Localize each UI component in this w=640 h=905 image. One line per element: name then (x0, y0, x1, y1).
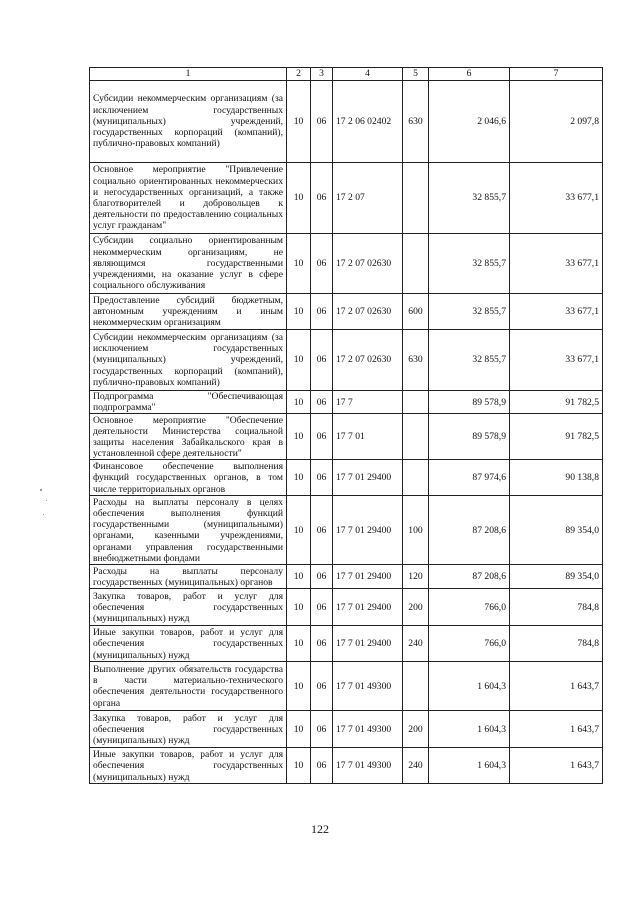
expense-type-cell: 630 (403, 330, 429, 391)
amount-year1-cell: 87 974,6 (429, 460, 510, 496)
target-article-cell: 17 7 01 29400 (333, 496, 403, 565)
amount-year1-cell: 32 855,7 (429, 163, 510, 234)
amount-year2-cell: 91 782,5 (510, 414, 603, 460)
amount-year2-cell: 91 782,5 (510, 391, 603, 414)
subsection-code-cell: 06 (311, 234, 333, 294)
subsection-code-cell: 06 (311, 163, 333, 234)
expense-type-cell: 120 (403, 565, 429, 589)
amount-year1-cell: 87 208,6 (429, 565, 510, 589)
subsection-code-cell: 06 (311, 81, 333, 163)
amount-year1-cell: 1 604,3 (429, 662, 510, 711)
row-name-cell: Финансовое обеспечение выполнения функций государственных органов, в том числе территориальных органов (90, 460, 287, 496)
section-code-cell: 10 (287, 626, 311, 662)
target-article-cell: 17 2 07 02630 (333, 294, 403, 330)
amount-year2-cell: 90 138,8 (510, 460, 603, 496)
subsection-code-cell: 06 (311, 496, 333, 565)
page-number: 122 (311, 822, 329, 836)
expense-type-cell: 240 (403, 748, 429, 784)
amount-year2-cell: 89 354,0 (510, 565, 603, 589)
column-header: 5 (403, 68, 429, 81)
table-row (90, 711, 603, 748)
amount-year2-cell: 784,8 (510, 589, 603, 626)
table-row (90, 662, 603, 711)
row-name-cell: Подпрограмма "Обеспечивающая подпрограмма" (90, 391, 287, 414)
target-article-cell: 17 7 01 29400 (333, 626, 403, 662)
expense-type-cell: 600 (403, 294, 429, 330)
subsection-code-cell: 06 (311, 626, 333, 662)
row-name-cell: Субсидии социально ориентированным некоммерческим организациям, не являющимся государственными учреждениями, на оказание услуг в сфере социального обслуживания (90, 234, 287, 294)
table-header-row (90, 68, 603, 81)
target-article-cell: 17 7 01 49300 (333, 711, 403, 748)
target-article-cell: 17 2 06 02402 (333, 81, 403, 163)
table-row (90, 330, 603, 391)
expense-type-cell: 630 (403, 81, 429, 163)
column-header: 1 (90, 68, 287, 81)
subsection-code-cell: 06 (311, 748, 333, 784)
section-code-cell: 10 (287, 414, 311, 460)
row-name-cell: Расходы на выплаты персоналу в целях обеспечения выполнения функций государственными (муниципальными) органами, казенными учреждениями, органами управления государственными внебюджетными фондами (90, 496, 287, 565)
section-code-cell: 10 (287, 460, 311, 496)
amount-year1-cell: 32 855,7 (429, 234, 510, 294)
expense-type-cell (403, 234, 429, 294)
target-article-cell: 17 7 01 29400 (333, 589, 403, 626)
section-code-cell: 10 (287, 294, 311, 330)
amount-year1-cell: 766,0 (429, 589, 510, 626)
amount-year1-cell: 89 578,9 (429, 391, 510, 414)
row-name-cell: Основное мероприятие "Привлечение социально ориентированных некоммерческих и негосударственных организаций, а также благотворителей и добровольцев к деятельности по предоставлению социальных услуг гражданам" (90, 163, 287, 234)
amount-year2-cell: 33 677,1 (510, 330, 603, 391)
target-article-cell: 17 2 07 (333, 163, 403, 234)
scan-speck (46, 500, 47, 501)
amount-year2-cell: 1 643,7 (510, 711, 603, 748)
amount-year2-cell: 1 643,7 (510, 748, 603, 784)
amount-year1-cell: 766,0 (429, 626, 510, 662)
budget-table (89, 67, 603, 784)
amount-year2-cell: 89 354,0 (510, 496, 603, 565)
row-name-cell: Предоставление субсидий бюджетным, автономным учреждениям и иным некоммерческим организациям (90, 294, 287, 330)
expense-type-cell (403, 391, 429, 414)
column-header: 2 (287, 68, 311, 81)
subsection-code-cell: 06 (311, 414, 333, 460)
table-row (90, 589, 603, 626)
section-code-cell: 10 (287, 81, 311, 163)
amount-year1-cell: 87 208,6 (429, 496, 510, 565)
row-name-cell: Субсидии некоммерческим организациям (за исключением государственных (муниципальных) учреждений, государственных корпораций (компаний), публично-правовых компаний) (90, 81, 287, 163)
subsection-code-cell: 06 (311, 330, 333, 391)
row-name-cell: Иные закупки товаров, работ и услуг для обеспечения государственных (муниципальных) нужд (90, 748, 287, 784)
amount-year1-cell: 2 046,6 (429, 81, 510, 163)
target-article-cell: 17 7 01 (333, 414, 403, 460)
amount-year1-cell: 1 604,3 (429, 748, 510, 784)
target-article-cell: 17 7 01 29400 (333, 565, 403, 589)
expense-type-cell: 200 (403, 711, 429, 748)
expense-type-cell: 240 (403, 626, 429, 662)
section-code-cell: 10 (287, 565, 311, 589)
row-name-cell: Основное мероприятие "Обеспечение деятельности Министерства социальной защиты населения Забайкальского края в установленной сфере деятельности" (90, 414, 287, 460)
row-name-cell: Закупка товаров, работ и услуг для обеспечения государственных (муниципальных) нужд (90, 711, 287, 748)
table-row (90, 234, 603, 294)
table-row (90, 565, 603, 589)
scan-speck (40, 489, 42, 491)
row-name-cell: Выполнение других обязательств государства в части материально-технического обеспечения деятельности государственного органа (90, 662, 287, 711)
expense-type-cell (403, 662, 429, 711)
amount-year1-cell: 32 855,7 (429, 330, 510, 391)
expense-type-cell (403, 460, 429, 496)
amount-year2-cell: 33 677,1 (510, 234, 603, 294)
table-row (90, 294, 603, 330)
table-row (90, 81, 603, 163)
section-code-cell: 10 (287, 234, 311, 294)
section-code-cell: 10 (287, 496, 311, 565)
subsection-code-cell: 06 (311, 294, 333, 330)
expense-type-cell: 200 (403, 589, 429, 626)
subsection-code-cell: 06 (311, 565, 333, 589)
section-code-cell: 10 (287, 391, 311, 414)
table-row (90, 460, 603, 496)
amount-year2-cell: 2 097,8 (510, 81, 603, 163)
amount-year2-cell: 1 643,7 (510, 662, 603, 711)
table-row (90, 163, 603, 234)
subsection-code-cell: 06 (311, 589, 333, 626)
amount-year1-cell: 1 604,3 (429, 711, 510, 748)
expense-type-cell (403, 414, 429, 460)
target-article-cell: 17 7 01 29400 (333, 460, 403, 496)
target-article-cell: 17 2 07 02630 (333, 234, 403, 294)
amount-year2-cell: 33 677,1 (510, 294, 603, 330)
subsection-code-cell: 06 (311, 460, 333, 496)
row-name-cell: Расходы на выплаты персоналу государственных (муниципальных) органов (90, 565, 287, 589)
table-row (90, 748, 603, 784)
section-code-cell: 10 (287, 330, 311, 391)
amount-year2-cell: 33 677,1 (510, 163, 603, 234)
target-article-cell: 17 7 01 49300 (333, 662, 403, 711)
row-name-cell: Закупка товаров, работ и услуг для обеспечения государственных (муниципальных) нужд (90, 589, 287, 626)
section-code-cell: 10 (287, 662, 311, 711)
table-row (90, 496, 603, 565)
section-code-cell: 10 (287, 748, 311, 784)
expense-type-cell: 100 (403, 496, 429, 565)
subsection-code-cell: 06 (311, 711, 333, 748)
section-code-cell: 10 (287, 589, 311, 626)
table-row (90, 414, 603, 460)
subsection-code-cell: 06 (311, 662, 333, 711)
table-row (90, 391, 603, 414)
row-name-cell: Субсидии некоммерческим организациям (за исключением государственных (муниципальных) учреждений, государственных корпораций (компаний), публично-правовых компаний) (90, 330, 287, 391)
target-article-cell: 17 2 07 02630 (333, 330, 403, 391)
scan-speck (43, 514, 44, 515)
target-article-cell: 17 7 01 49300 (333, 748, 403, 784)
expense-type-cell (403, 163, 429, 234)
amount-year1-cell: 32 855,7 (429, 294, 510, 330)
column-header: 7 (510, 68, 603, 81)
column-header: 3 (311, 68, 333, 81)
table-row (90, 626, 603, 662)
column-header: 6 (429, 68, 510, 81)
row-name-cell: Иные закупки товаров, работ и услуг для обеспечения государственных (муниципальных) нужд (90, 626, 287, 662)
subsection-code-cell: 06 (311, 391, 333, 414)
target-article-cell: 17 7 (333, 391, 403, 414)
amount-year2-cell: 784,8 (510, 626, 603, 662)
column-header: 4 (333, 68, 403, 81)
section-code-cell: 10 (287, 163, 311, 234)
amount-year1-cell: 89 578,9 (429, 414, 510, 460)
section-code-cell: 10 (287, 711, 311, 748)
